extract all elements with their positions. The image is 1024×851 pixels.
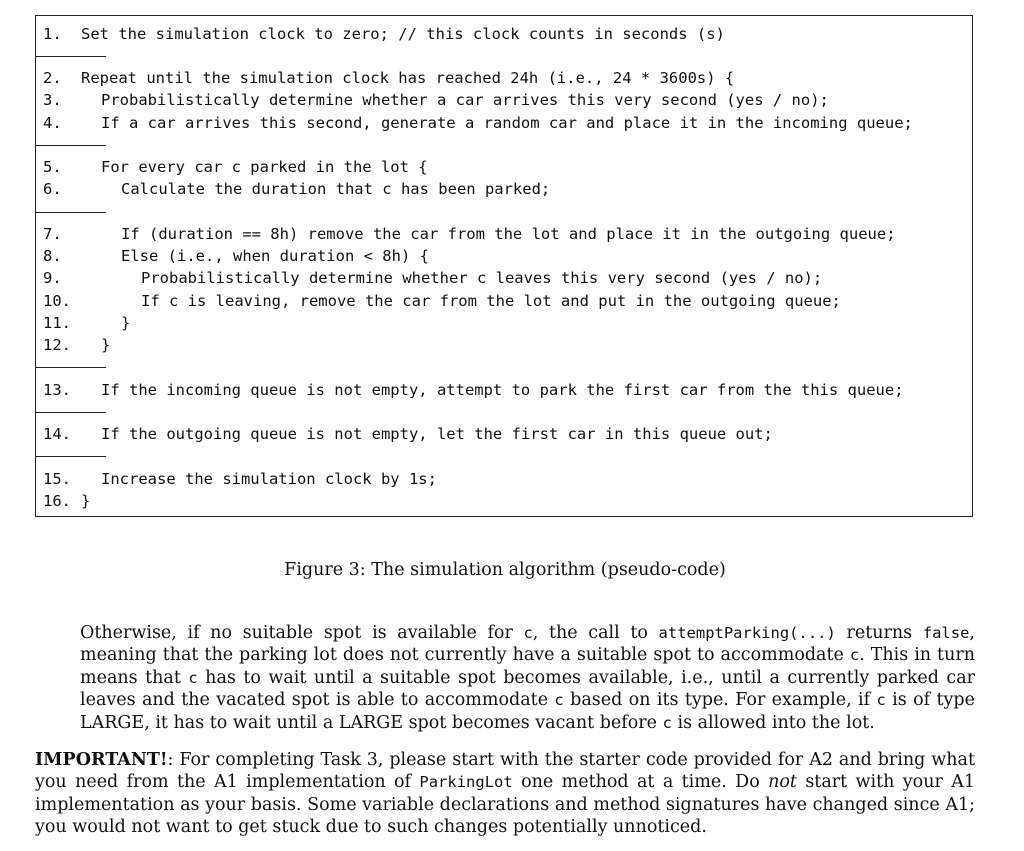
- line-number: 14.: [43, 425, 71, 443]
- line-number: 2.: [43, 69, 62, 87]
- line-text: }: [81, 492, 91, 510]
- line-text: }: [101, 336, 111, 354]
- line-number: 8.: [43, 247, 62, 265]
- paragraph-otherwise: [80, 622, 975, 734]
- code-var: c: [876, 691, 886, 710]
- line-number: 7.: [43, 225, 62, 243]
- text: based on its type. For example, if: [563, 690, 877, 711]
- emphasis: not: [768, 772, 797, 793]
- figure-caption: Figure 3: The simulation algorithm (pseudo-code): [284, 560, 726, 580]
- paragraph-important: [35, 749, 975, 839]
- line-text: Increase the simulation clock by 1s;: [101, 470, 437, 488]
- text: is of type LARGE, it has to wait until a LARGE spot becomes vacant before: [80, 690, 975, 733]
- line-text: Probabilistically determine whether a car arrives this very second (yes / no);: [101, 91, 829, 109]
- line-text: If the outgoing queue is not empty, let the first car in this queue out;: [101, 425, 773, 443]
- code-var: c: [188, 668, 198, 687]
- text: has to wait until a suitable spot becomes available, i.e., until a currently parked car leaves and the vacated spot is able to accommodate: [80, 667, 976, 711]
- text: , meaning that the parking lot does not currently have a suitable spot to accommodate: [80, 623, 975, 666]
- group-separator: [36, 456, 106, 457]
- line-number: 11.: [43, 314, 71, 332]
- line-number: 9.: [43, 269, 62, 287]
- line-number: 1.: [43, 25, 62, 43]
- text: is allowed into the lot.: [671, 712, 875, 733]
- text: : For completing Task 3, please start with the starter code provided for A2 and bring what you need from the A1 implementation of: [35, 750, 975, 793]
- line-number: 16.: [43, 492, 71, 510]
- text: start with your A1 implementation as your basis. Some variable declarations and method signatures have changed since A1; you would not want to get stuck due to such changes potentially unnoticed.: [35, 772, 976, 838]
- line-text: Probabilistically determine whether c leaves this very second (yes / no);: [141, 269, 823, 287]
- line-text: If a car arrives this second, generate a random car and place it in the incoming queue;: [101, 114, 913, 132]
- line-text: If c is leaving, remove the car from the lot and put in the outgoing queue;: [141, 292, 841, 310]
- text: returns: [835, 623, 923, 643]
- line-text: }: [121, 314, 131, 332]
- line-number: 5.: [43, 158, 62, 176]
- group-separator: [36, 367, 106, 368]
- code-class: ParkingLot: [419, 773, 513, 792]
- text: , the call to: [532, 623, 659, 643]
- line-text: Set the simulation clock to zero; // this clock counts in seconds (s): [81, 25, 725, 43]
- important-label: IMPORTANT!: [35, 750, 168, 770]
- code-method: attemptParking(...): [658, 624, 836, 642]
- text: . This in turn means that: [80, 645, 975, 688]
- text: one method at a time. Do: [512, 772, 769, 793]
- line-number: 3.: [43, 91, 62, 109]
- line-number: 12.: [43, 336, 71, 354]
- code-literal: false: [922, 624, 970, 642]
- text: Otherwise, if no suitable spot is available for: [80, 623, 524, 643]
- group-separator: [36, 56, 106, 57]
- line-text: If the incoming queue is not empty, attempt to park the first car from the this queue;: [101, 381, 904, 399]
- code-var: c: [849, 646, 860, 665]
- code-var: c: [554, 691, 564, 710]
- code-var: c: [662, 713, 672, 732]
- group-separator: [36, 145, 106, 146]
- line-text: If (duration == 8h) remove the car from the lot and place it in the outgoing queue;: [121, 225, 896, 243]
- line-text: Repeat until the simulation clock has reached 24h (i.e., 24 * 3600s) {: [81, 69, 735, 87]
- line-number: 6.: [43, 180, 62, 198]
- group-separator: [36, 412, 106, 413]
- line-text: Calculate the duration that c has been parked;: [121, 180, 551, 198]
- line-text: Else (i.e., when duration < 8h) {: [121, 247, 429, 265]
- line-number: 4.: [43, 114, 62, 132]
- group-separator: [36, 212, 106, 213]
- line-number: 10.: [43, 292, 71, 310]
- code-var: c: [523, 624, 533, 642]
- pseudo-code-box: [35, 15, 973, 517]
- line-number: 13.: [43, 381, 71, 399]
- line-text: For every car c parked in the lot {: [101, 158, 428, 176]
- line-number: 15.: [43, 470, 71, 488]
